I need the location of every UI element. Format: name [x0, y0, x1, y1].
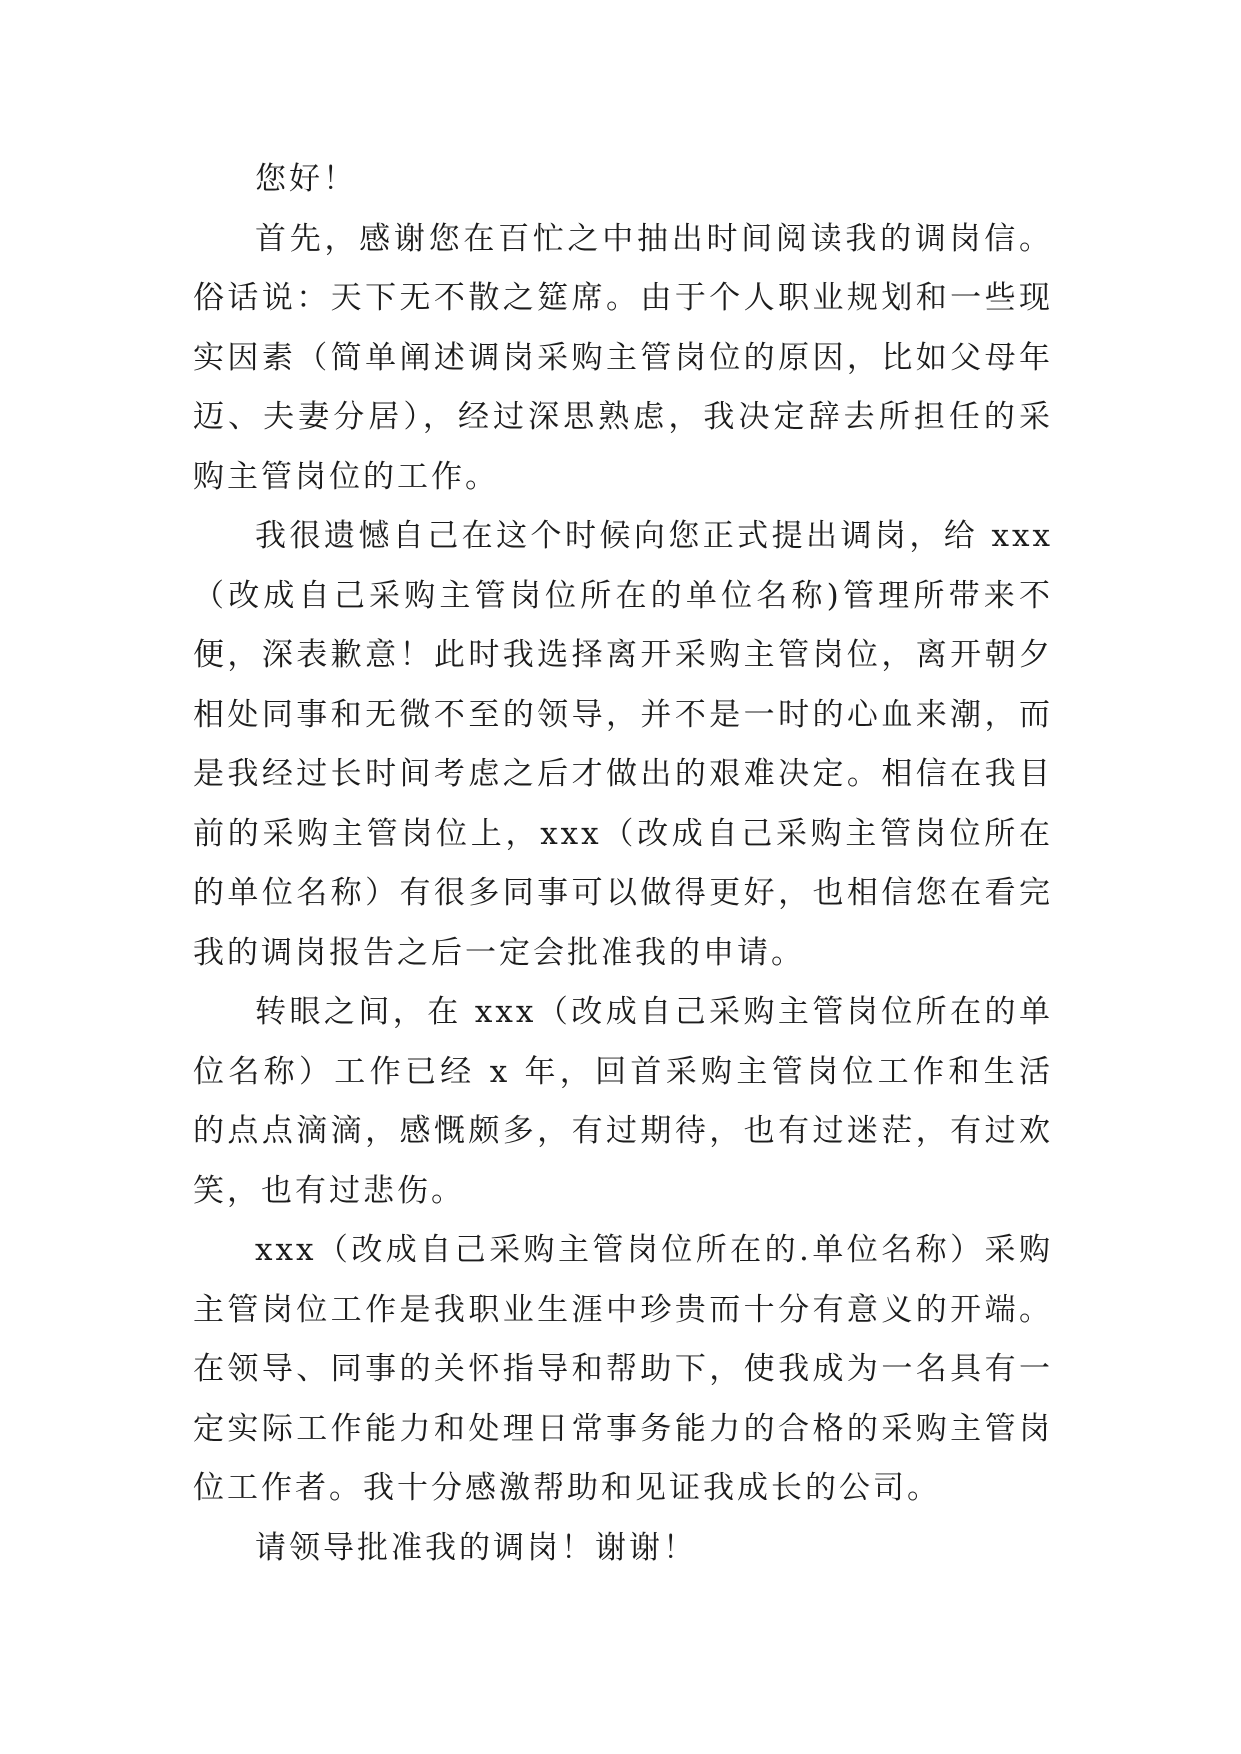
- greeting-paragraph: 您好！: [255, 161, 357, 197]
- body-paragraph: 首先，感谢您在百忙之中抽出时间阅读我的调岗信。俗话说：天下无不散之筵席。由于个人职业规划和一些现实因素（简单阐述调岗采购主管岗位的原因，比如父母年迈、夫妻分居），经过深思熟虑，我决定辞去所担任的采购主管岗位的工作。: [193, 220, 1053, 495]
- body-paragraph: 我很遗憾自己在这个时候向您正式提出调岗，给 xxx（改成自己采购主管岗位所在的单位名称)管理所带来不便，深表歉意！此时我选择离开采购主管岗位，离开朝夕相处同事和无微不至的领导，并不是一时的心血来潮，而是我经过长时间考虑之后才做出的艰难决定。相信在我目前的采购主管岗位上，xxx（改成自己采购主管岗位所在的单位名称）有很多同事可以做得更好，也相信您在看完我的调岗报告之后一定会批准我的申请。: [193, 518, 1053, 971]
- letter-body: [193, 150, 1053, 1578]
- body-paragraph: xxx（改成自己采购主管岗位所在的.单位名称）采购主管岗位工作是我职业生涯中珍贵而十分有意义的开端。在领导、同事的关怀指导和帮助下，使我成为一名具有一定实际工作能力和处理日常事务能力的合格的采购主管岗位工作者。我十分感激帮助和见证我成长的公司。: [193, 1232, 1053, 1506]
- closing-paragraph: 请领导批准我的调岗！谢谢！: [255, 1529, 697, 1566]
- body-paragraph: 转眼之间，在 xxx（改成自己采购主管岗位所在的单位名称）工作已经 x 年，回首采购主管岗位工作和生活的点点滴滴，感慨颇多，有过期待，也有过迷茫，有过欢笑，也有过悲伤。: [193, 994, 1053, 1209]
